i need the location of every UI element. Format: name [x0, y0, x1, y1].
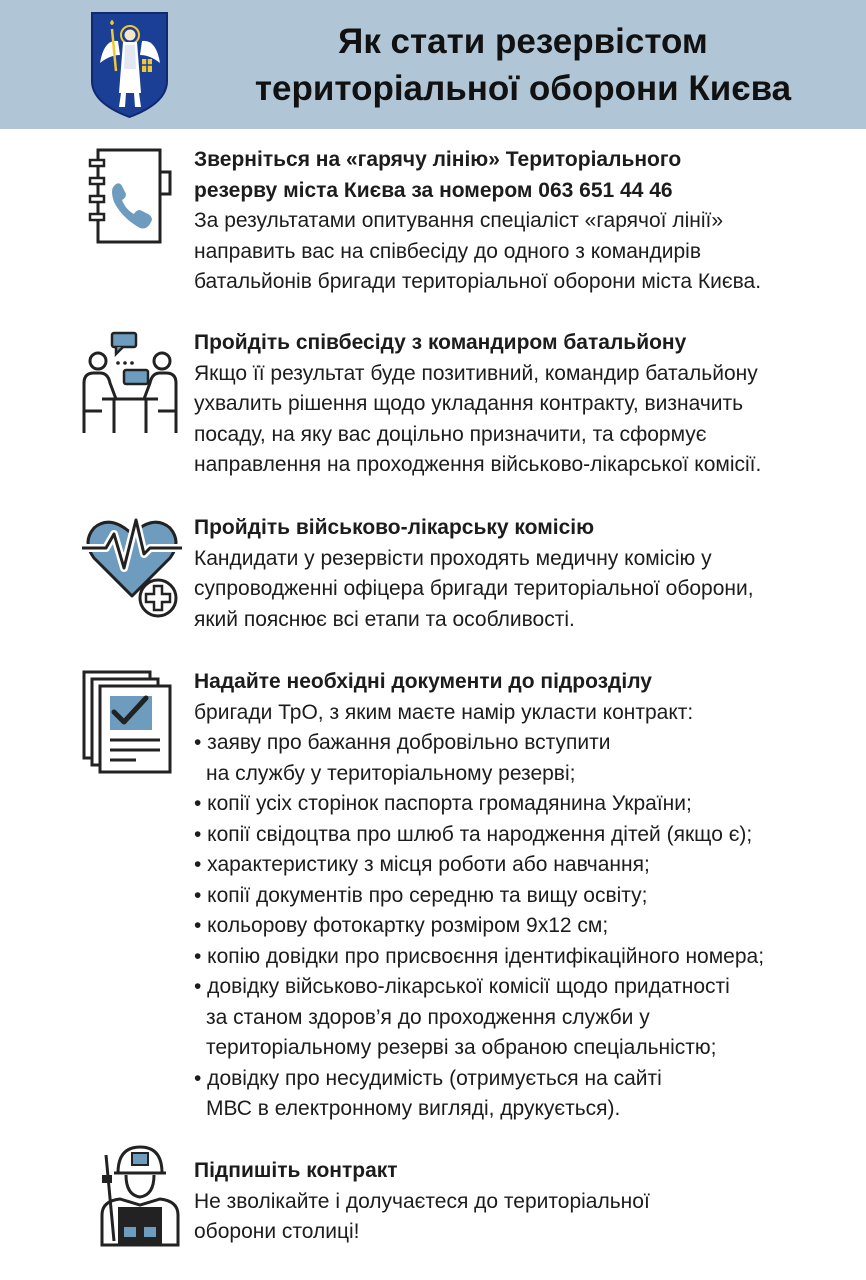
header-banner — [0, 0, 866, 129]
step-1-text — [194, 145, 854, 298]
documents-check-icon — [80, 668, 176, 776]
list-item: • довідку про несудимість (отримується на сайті — [194, 1066, 662, 1090]
list-item: • заяву про бажання добровільно вступити — [194, 731, 611, 754]
step-4-text — [194, 667, 854, 1125]
list-item: • копії свідоцтва про шлюб та народження дітей (якщо є); — [194, 822, 753, 846]
list-item: • копії усіх сторінок паспорта громадянина України; — [194, 792, 692, 815]
step-3-text — [194, 513, 854, 635]
step-body: оборони столиці! — [194, 1220, 360, 1243]
step-body: бригади ТрО, з яким маєте намір укласти контракт: — [194, 700, 694, 724]
list-item: • копію довідки про присвоєння ідентифікаційного номера; — [194, 944, 765, 968]
page-title — [180, 18, 866, 112]
interview-icon — [78, 327, 182, 437]
step-body: направить вас на співбесіду до одного з командирів — [194, 239, 702, 263]
list-item: МВС в електронному вигляді, друкується). — [206, 1097, 621, 1120]
step-5-text — [194, 1156, 854, 1248]
medical-heart-icon — [80, 512, 184, 622]
step-heading: Підпишіть контракт — [194, 1159, 398, 1182]
step-body: супроводженні офіцера бригади територіальної оборони, — [194, 577, 754, 600]
step-body: Не зволікайте і долучаєтеся до територіальної — [194, 1189, 650, 1213]
phone-notebook-icon — [85, 146, 177, 246]
list-item: територіальному резерві за обраною спеціальністю; — [206, 1036, 717, 1059]
step-heading: Зверніться на «гарячу лінію» Територіального — [194, 148, 682, 171]
list-item: • кольорову фотокартку розміром 9х12 см; — [194, 914, 609, 937]
step-body: направлення на проходження військово-лікарської комісії. — [194, 453, 762, 476]
title-line-1: Як стати резервістом — [338, 22, 708, 61]
step-heading: резерву міста Києва за номером 063 651 44 46 — [194, 178, 673, 202]
step-body: батальйонів бригади територіальної оборони міста Києва. — [194, 270, 762, 293]
step-body: Кандидати у резервісти проходять медичну комісію у — [194, 546, 712, 570]
step-body: який пояснює всі етапи та особливості. — [194, 607, 575, 631]
list-item: • копії документів про середню та вищу освіту; — [194, 883, 648, 907]
step-heading: Надайте необхідні документи до підрозділу — [194, 670, 652, 693]
title-line-2: територіальної оборони Києва — [254, 69, 792, 108]
step-heading: Пройдіть військово-лікарську комісію — [194, 516, 595, 539]
list-item: • характеристику з місця роботи або навчання; — [194, 853, 650, 876]
soldier-icon — [92, 1141, 188, 1247]
step-body: посаду, на яку вас доцільно призначити, та сформує — [194, 422, 707, 446]
step-2-text — [194, 328, 854, 481]
list-item: за станом здоров’я до проходження служби у — [206, 1005, 650, 1029]
step-body: ухвалить рішення щодо укладання контракту, визначить — [194, 392, 744, 415]
step-body: За результатами опитування спеціаліст «гарячої лінії» — [194, 209, 724, 232]
step-heading: Пройдіть співбесіду з командиром батальйону — [194, 331, 687, 354]
documents-list — [194, 728, 854, 1125]
list-item: на службу у територіальному резерві; — [206, 761, 576, 785]
step-body: Якщо її результат буде позитивний, командир батальйону — [194, 361, 758, 385]
kyiv-coat-of-arms-icon — [90, 11, 169, 119]
list-item: • довідку військово-лікарської комісії щодо придатності — [194, 975, 730, 998]
